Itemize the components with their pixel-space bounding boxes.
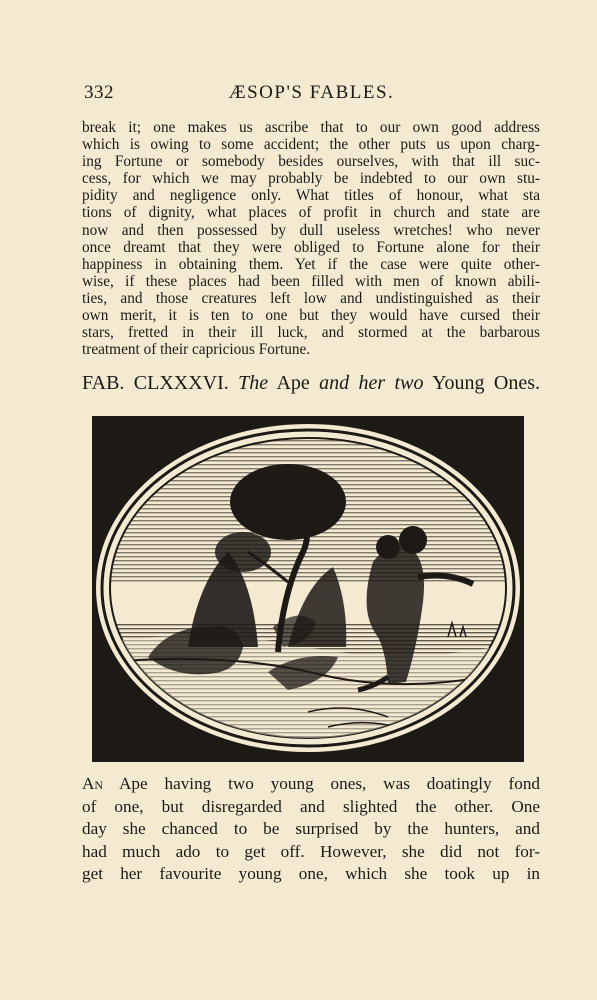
text-line: break it; one makes us ascribe that to our own good address <box>82 119 540 136</box>
text-line: ties, and those creatures left low and undistinguished as their <box>82 289 540 307</box>
fable-title-young-ones: Young Ones. <box>432 372 541 394</box>
woodcut-ape-and-young-ones-icon <box>88 412 528 766</box>
text-line <box>82 773 540 796</box>
text-line: pidity and negligence only. What titles of honour, what sta <box>82 187 540 205</box>
page-number: 332 <box>84 82 114 103</box>
page-header <box>84 82 539 106</box>
running-head: ÆSOP'S FABLES. <box>228 82 395 103</box>
text-line: day she chanced to be surprised by the hunters, and <box>82 819 540 839</box>
text-line: once dreamt that they were obliged to Fortune alone for their <box>82 238 540 256</box>
fable-title-the: The <box>238 372 269 394</box>
text-line: treatment of their capricious Fortune. <box>82 341 311 359</box>
text-line: cess, for which we may probably be indebted to our own stu- <box>82 170 540 188</box>
text-line: happiness in obtaining them. Yet if the case were quite other- <box>82 255 540 273</box>
fable-heading <box>82 372 540 395</box>
fable-title-ape: Ape <box>276 372 310 394</box>
text-line: ing Fortune or somebody besides ourselves, with that ill suc- <box>82 153 540 171</box>
continuation-paragraph <box>82 119 540 358</box>
text-line: now and then possessed by dull useless wretches! who never <box>82 221 540 239</box>
text-line: stars, fretted in their ill luck, and stormed at the barbarous <box>82 324 540 342</box>
text-line: get her favourite young one, which she took up in <box>82 864 540 884</box>
text-line: of one, but disregarded and slighted the other. One <box>82 796 540 816</box>
fable-title-and-her-two: and her two <box>319 372 424 394</box>
text-line: wise, if these places had been filled with men of known abili- <box>82 272 540 290</box>
text-line: tions of dignity, what places of profit in church and state are <box>82 204 540 222</box>
fable-number: FAB. CLXXXVI. <box>82 372 229 394</box>
fable-paragraph <box>82 773 540 886</box>
text-line: which is owing to some accident; the other puts us upon charg- <box>82 136 540 154</box>
first-line-rest: Ape having two young ones, was doatingly fond <box>119 774 540 793</box>
text-line: own merit, it is ten to one but they would have cursed their <box>82 307 540 325</box>
dropcap-word: An <box>82 774 104 793</box>
text-line: had much ado to get off. However, she did not for- <box>82 841 540 861</box>
woodcut-illustration <box>88 412 528 766</box>
